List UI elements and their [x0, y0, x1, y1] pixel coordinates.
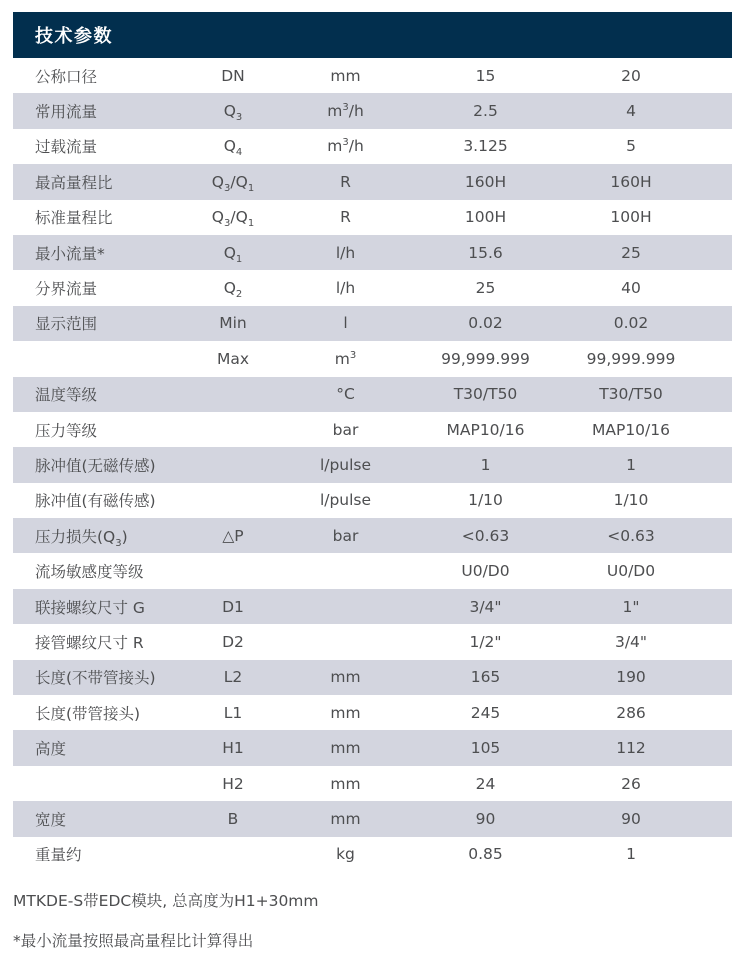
value-dn20: 40: [621, 279, 641, 298]
value-dn20: 25: [621, 243, 641, 262]
table-row: [13, 164, 732, 199]
table-row: [13, 837, 732, 872]
value-dn15: 160H: [464, 172, 507, 191]
param-unit: mm: [330, 739, 361, 758]
param-symbol: H1: [222, 739, 244, 758]
param-symbol: L1: [223, 703, 243, 722]
param-unit: bar: [332, 526, 359, 545]
value-dn20: 286: [616, 703, 646, 722]
value-dn15: 1: [480, 455, 491, 474]
value-dn15: 15: [475, 66, 496, 85]
footnotes: [13, 880, 732, 960]
param-unit: mm: [330, 774, 361, 793]
param-unit: kg: [336, 845, 355, 864]
value-dn20: 1: [626, 845, 636, 864]
param-label: 脉冲值(无磁传感): [35, 456, 156, 475]
param-label: 长度(不带管接头): [35, 669, 156, 688]
value-dn20: 1/10: [613, 491, 649, 510]
value-dn15: 1/10: [468, 491, 503, 510]
param-symbol: DN: [221, 66, 245, 85]
value-dn15: 24: [475, 774, 496, 793]
value-dn20: 160H: [610, 172, 652, 191]
param-label: 压力等级: [35, 421, 98, 440]
table-row: [13, 660, 732, 695]
page-title: 技术参数: [35, 26, 113, 47]
table-row: [13, 447, 732, 482]
table-title-bar: [13, 12, 732, 58]
value-dn20: T30/T50: [599, 385, 663, 404]
value-dn15: 15.6: [468, 243, 503, 262]
param-label: 长度(带管接头): [35, 704, 141, 723]
param-label: 常用流量: [35, 103, 98, 122]
value-dn20: MAP10/16: [592, 420, 670, 439]
table-row: [13, 93, 732, 128]
param-label: 标准量程比: [35, 209, 113, 228]
value-dn15: 0.85: [468, 845, 503, 864]
param-label: 分界流量: [35, 280, 98, 299]
table-row: [13, 766, 732, 801]
param-unit: l/pulse: [319, 491, 372, 510]
param-symbol: Max: [216, 349, 250, 368]
param-label: 脉冲值(有磁传感): [35, 492, 156, 511]
value-dn20: 0.02: [613, 314, 649, 333]
param-unit: bar: [332, 420, 359, 439]
value-dn15: 1/2": [469, 632, 502, 651]
value-dn20: 90: [621, 809, 641, 828]
value-dn15: 99,999.999: [441, 349, 530, 368]
param-unit: l/h: [335, 279, 356, 298]
value-dn15: 90: [475, 809, 496, 828]
value-dn15: MAP10/16: [446, 420, 525, 439]
table-row: [13, 412, 732, 447]
value-dn15: 100H: [464, 208, 507, 227]
param-symbol: L2: [223, 668, 243, 687]
param-unit: R: [340, 172, 351, 191]
param-symbol: D2: [222, 632, 244, 651]
table-row: [13, 129, 732, 164]
param-symbol: △P: [222, 526, 244, 545]
table-row: [13, 695, 732, 730]
table-row: [13, 483, 732, 518]
param-symbol: $Q_1$: [223, 243, 243, 265]
param-unit: °C: [336, 385, 355, 404]
table-row: [13, 235, 732, 270]
param-label: 高度: [35, 740, 67, 759]
param-label: 联接螺纹尺寸 G: [35, 598, 145, 617]
value-dn15: 0.02: [468, 314, 503, 333]
param-symbol: $Q_3/Q_1$: [211, 172, 255, 194]
param-label: 温度等级: [35, 386, 98, 405]
param-label: 流场敏感度等级: [35, 563, 144, 582]
value-dn15: 2.5: [473, 102, 498, 121]
value-dn20: 100H: [610, 208, 652, 227]
value-dn20: <0.63: [607, 526, 655, 545]
table-row: [13, 518, 732, 553]
value-dn15: 245: [470, 703, 501, 722]
param-symbol: $Q_4$: [223, 137, 243, 159]
param-unit: l/h: [335, 243, 356, 262]
param-unit: l: [343, 314, 348, 333]
param-unit: mm: [330, 668, 361, 687]
param-label: 最高量程比: [35, 173, 113, 192]
table-row: [13, 553, 732, 588]
param-unit: l/pulse: [319, 455, 372, 474]
table-row: [13, 730, 732, 765]
param-label: 公称口径: [35, 67, 98, 86]
value-dn20: 190: [616, 668, 646, 687]
param-symbol: $Q_3/Q_1$: [211, 208, 255, 230]
param-label: 重量约: [35, 846, 82, 865]
param-unit: R: [340, 208, 351, 227]
value-dn20: 1": [622, 597, 640, 616]
table-row: [13, 200, 732, 235]
param-unit: mm: [330, 703, 361, 722]
param-symbol: D1: [222, 597, 244, 616]
table-row: [13, 624, 732, 659]
table-rows: [13, 58, 732, 872]
param-symbol: $Q_3$: [223, 102, 243, 124]
param-symbol: $Q_2$: [223, 279, 243, 301]
value-dn20: 99,999.999: [586, 349, 676, 368]
value-dn15: <0.63: [461, 526, 510, 545]
table-row: [13, 270, 732, 305]
footnote-min-flow: *最小流量按照最高量程比计算得出: [13, 931, 254, 950]
value-dn15: 25: [475, 279, 496, 298]
param-label: 接管螺纹尺寸 R: [35, 633, 144, 652]
param-symbol: Min: [219, 314, 247, 333]
value-dn15: 3.125: [463, 137, 508, 156]
param-label: 显示范围: [35, 315, 98, 334]
value-dn15: 105: [470, 739, 501, 758]
param-label: 过载流量: [35, 138, 98, 157]
value-dn15: T30/T50: [453, 385, 518, 404]
param-unit: mm: [330, 66, 361, 85]
value-dn20: 26: [621, 774, 641, 793]
param-unit: $m^3/h$: [327, 101, 364, 121]
param-unit: mm: [330, 809, 361, 828]
value-dn20: 1: [626, 455, 636, 474]
value-dn20: 3/4": [614, 632, 648, 651]
value-dn20: 112: [616, 739, 646, 758]
param-label: 最小流量*: [35, 244, 105, 263]
table-row: [13, 58, 732, 93]
value-dn15: 3/4": [469, 597, 502, 616]
param-label: 宽度: [35, 810, 67, 829]
param-label: 压力损失$(Q_3)$: [35, 527, 128, 549]
value-dn15: 165: [470, 668, 501, 687]
value-dn20: 20: [621, 66, 641, 85]
table-row: [13, 801, 732, 836]
table-row: [13, 341, 732, 376]
footnote-edc-module: MTKDE-S带EDC模块, 总高度为H1+30mm: [13, 891, 319, 910]
value-dn15: U0/D0: [461, 562, 510, 581]
value-dn20: U0/D0: [606, 562, 656, 581]
param-symbol: B: [227, 809, 239, 828]
table-row: [13, 589, 732, 624]
value-dn20: 5: [626, 137, 636, 156]
param-symbol: H2: [222, 774, 244, 793]
value-dn20: 4: [626, 102, 636, 121]
table-row: [13, 306, 732, 341]
table-row: [13, 377, 732, 412]
param-unit: $m^3$: [334, 349, 357, 368]
param-unit: $m^3/h$: [327, 137, 364, 156]
